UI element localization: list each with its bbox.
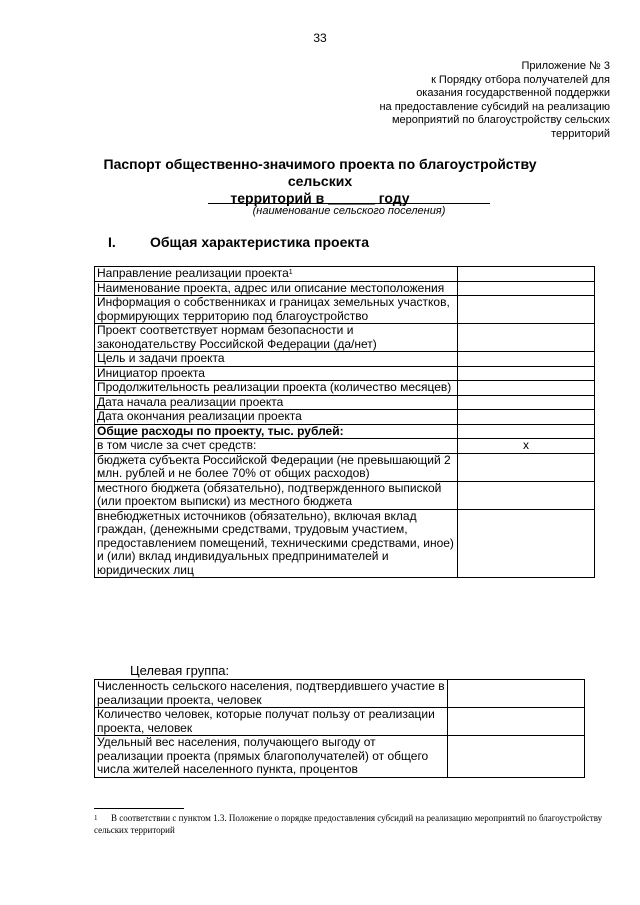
settlement-name-line — [208, 203, 490, 204]
table-row — [95, 296, 595, 324]
row-label: Численность сельского населения, подтвердившего участие в реализации проекта, человек — [95, 680, 448, 708]
settlement-caption: (наименование сельского поселения) — [252, 205, 446, 217]
row-label: Информация о собственниках и границах земельных участков, формирующих территорию под благоустройство — [95, 296, 458, 324]
row-label: Дата начала реализации проекта — [95, 395, 458, 410]
row-label: Количество человек, которые получат пользу от реализации проекта, человек — [95, 708, 448, 736]
table-row — [95, 366, 595, 381]
project-characteristics-table — [94, 266, 595, 578]
appendix-line: Приложение № 3 — [521, 60, 610, 72]
section-number: I. — [108, 234, 116, 250]
appendix-line: к Порядку отбора получателей для — [431, 73, 610, 86]
row-label: Дата окончания реализации проекта — [95, 410, 458, 425]
row-label: внебюджетных источников (обязательно), включая вклад граждан, (денежными средствами, трудовым участием, предоставлением помещений, техническими средствами, иное) и (или) вклад индивидуальных предпринимателей и юридических лиц — [95, 509, 458, 578]
row-label: Продолжительность реализации проекта (количество месяцев) — [95, 381, 458, 396]
row-label: Проект соответствует нормам безопасности и законодательству Российской Федерации (да/нет) — [95, 324, 458, 352]
row-value[interactable] — [448, 708, 585, 736]
row-value[interactable] — [458, 324, 595, 352]
table-row — [95, 424, 595, 439]
table-row — [95, 352, 595, 367]
row-label: в том числе за счет средств: — [95, 439, 458, 454]
table-row — [95, 267, 595, 282]
table-row — [95, 410, 595, 425]
table-row — [95, 281, 595, 296]
title-line-2: территорий в ______ году — [230, 190, 410, 206]
footnote-text: В соответствии с пунктом 1.3. Положение о порядке предоставления субсидий на реализацию мероприятий по благоустройству сельских территорий — [94, 813, 603, 835]
table-row — [95, 736, 585, 778]
table-row — [95, 381, 595, 396]
table-row — [95, 453, 595, 481]
appendix-line: на предоставление субсидий на реализацию — [379, 100, 610, 113]
row-value[interactable] — [458, 296, 595, 324]
table-row — [95, 439, 595, 454]
appendix-line: мероприятий по благоустройству сельских — [391, 114, 610, 126]
row-value[interactable] — [458, 509, 595, 578]
appendix-line: территорий — [551, 127, 610, 140]
row-label: Инициатор проекта — [95, 366, 458, 381]
row-value: х — [458, 439, 595, 454]
target-group-table — [94, 679, 585, 778]
row-value[interactable] — [448, 736, 585, 778]
table-row — [95, 708, 585, 736]
table-row — [95, 481, 595, 509]
footnote-ref: 1 — [288, 269, 293, 276]
appendix-block — [330, 60, 610, 141]
row-value[interactable] — [458, 453, 595, 481]
row-value[interactable] — [458, 424, 595, 439]
row-value[interactable] — [458, 366, 595, 381]
appendix-line: оказания государственной поддержки — [416, 87, 610, 99]
section-title: Общая характеристика проекта — [150, 234, 370, 250]
footnote-mark: 1 — [94, 814, 98, 822]
page-number: 33 — [313, 31, 327, 45]
row-label-total-costs: Общие расходы по проекту, тыс. рублей: — [95, 424, 458, 439]
row-value[interactable] — [448, 680, 585, 708]
row-value[interactable] — [458, 381, 595, 396]
row-label: Цель и задачи проекта — [95, 352, 458, 367]
table-row — [95, 395, 595, 410]
title-line-1: Паспорт общественно-значимого проекта по благоустройству сельских — [103, 156, 537, 189]
row-label: Направление реализации проекта$^1$ — [95, 267, 458, 282]
row-label: Наименование проекта, адрес или описание местоположения — [95, 281, 458, 296]
row-label: местного бюджета (обязательно), подтвержденного выпиской (или проектом выписки) из местного бюджета — [95, 481, 458, 509]
footnote — [94, 812, 609, 836]
row-value[interactable] — [458, 410, 595, 425]
row-label: бюджета субъекта Российской Федерации (не превышающий 2 млн. рублей и не более 70% от общих расходов) — [95, 453, 458, 481]
row-value[interactable] — [458, 281, 595, 296]
document-title — [80, 156, 560, 207]
row-value[interactable] — [458, 267, 595, 282]
table-row — [95, 680, 585, 708]
row-label: Удельный вес населения, получающего выгоду от реализации проекта (прямых благополучателей) от общего числа жителей населенного пункта, процентов — [95, 736, 448, 778]
target-group-label: Целевая группа: — [130, 663, 230, 678]
section-heading — [108, 234, 369, 250]
row-value[interactable] — [458, 481, 595, 509]
footnote-separator — [94, 808, 184, 809]
row-value[interactable] — [458, 352, 595, 367]
table-row — [95, 324, 595, 352]
row-value[interactable] — [458, 395, 595, 410]
table-row — [95, 509, 595, 578]
